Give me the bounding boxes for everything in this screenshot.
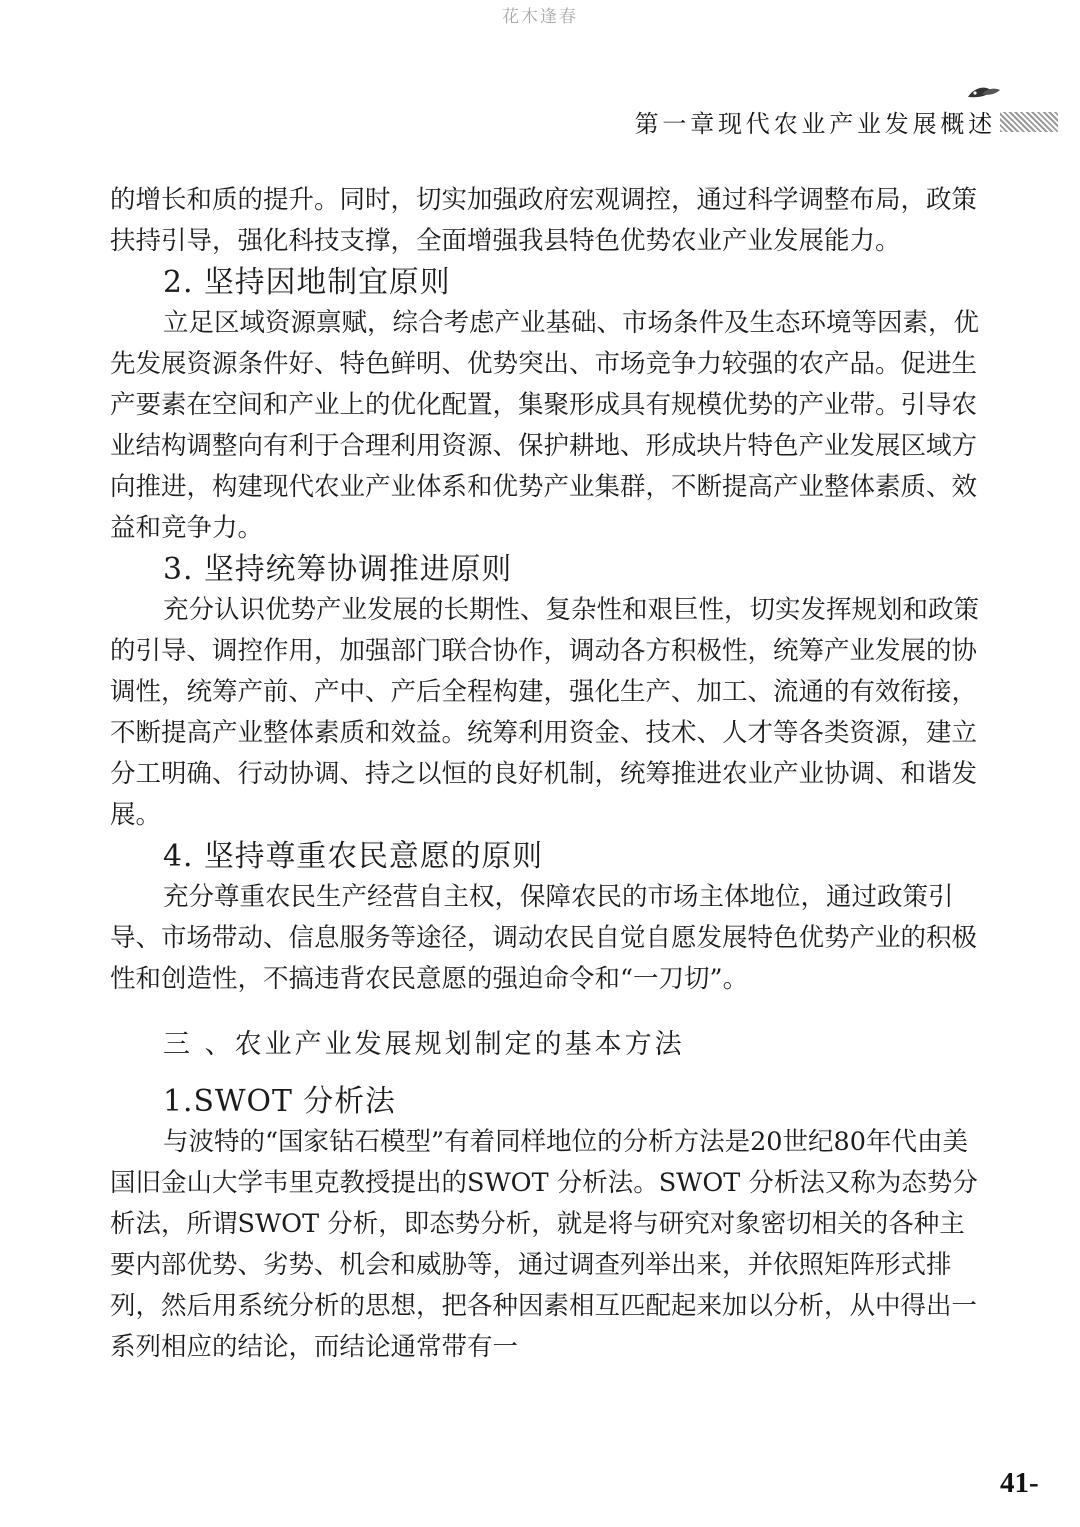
paragraph-continued: 的增长和质的提升。同时，切实加强政府宏观调控，通过科学调整布局，政策扶持引导，强化科技支撑，全面增强我县特色优势农业产业发展能力。: [110, 185, 978, 256]
chapter-title: 第一章现代农业产业发展概述: [634, 110, 996, 138]
paragraph: 立足区域资源禀赋，综合考虑产业基础、市场条件及生态环境等因素，优先发展资源条件好、特色鲜明、优势突出、市场竞争力较强的农产品。促进生产要素在空间和产业上的优化配置，集聚形成具有规模优势的产业带。引导农业结构调整向有利于合理利用资源、保护耕地、形成块片特色产业发展区域方向推进，构建现代农业产业体系和优势产业集群，不断提高产业整体素质、效益和竞争力。: [110, 308, 980, 543]
paragraph: 与波特的“国家钻石模型”有着同样地位的分析方法是20世纪80年代由美国旧金山大学韦里克教授提出的SWOT 分析法。SWOT 分析法又称为态势分析法，所谓SWOT 分析，即态势分析，就是将与研究对象密切相关的各种主要内部优势、劣势、机会和威胁等，通过调查列举出来，并依照矩阵形式排列，然后用系统分析的思想，把各种因素相互匹配起来加以分析，从中得出一系列相应的结论，而结论通常带有一: [110, 1127, 978, 1362]
principle-heading-3: 3. 坚持统筹协调推进原则: [163, 552, 513, 587]
paragraph: 充分尊重农民生产经营自主权，保障农民的市场主体地位，通过政策引导、市场带动、信息服务等途径，调动农民自觉自愿发展特色优势产业的积极性和创造性，不搞违背农民意愿的强迫命令和“一刀切”。: [110, 882, 978, 994]
section-heading: 三 、农业产业发展规划制定的基本方法: [163, 1029, 685, 1060]
method-heading: 1.SWOT 分析法: [163, 1084, 396, 1119]
body-text: [110, 180, 980, 1368]
page-number: 41-: [1000, 1467, 1039, 1499]
leaf-ornament-icon: [966, 84, 1002, 100]
principle-heading-2: 2. 坚持因地制宜原则: [163, 265, 451, 300]
principle-heading-4: 4. 坚持尊重农民意愿的原则: [163, 839, 544, 874]
hatched-ornament-icon: [1000, 112, 1058, 132]
watermark-text: 花木逢春: [502, 7, 578, 27]
running-head: [635, 104, 1058, 139]
paragraph: 充分认识优势产业发展的长期性、复杂性和艰巨性，切实发挥规划和政策的引导、调控作用，加强部门联合协作，调动各方积极性，统筹产业发展的协调性，统筹产前、产中、产后全程构建，强化生产、加工、流通的有效衔接，不断提高产业整体素质和效益。统筹利用资金、技术、人才等各类资源，建立分工明确、行动协调、持之以恒的良好机制，统筹推进农业产业协调、和谐发展。: [110, 595, 980, 830]
